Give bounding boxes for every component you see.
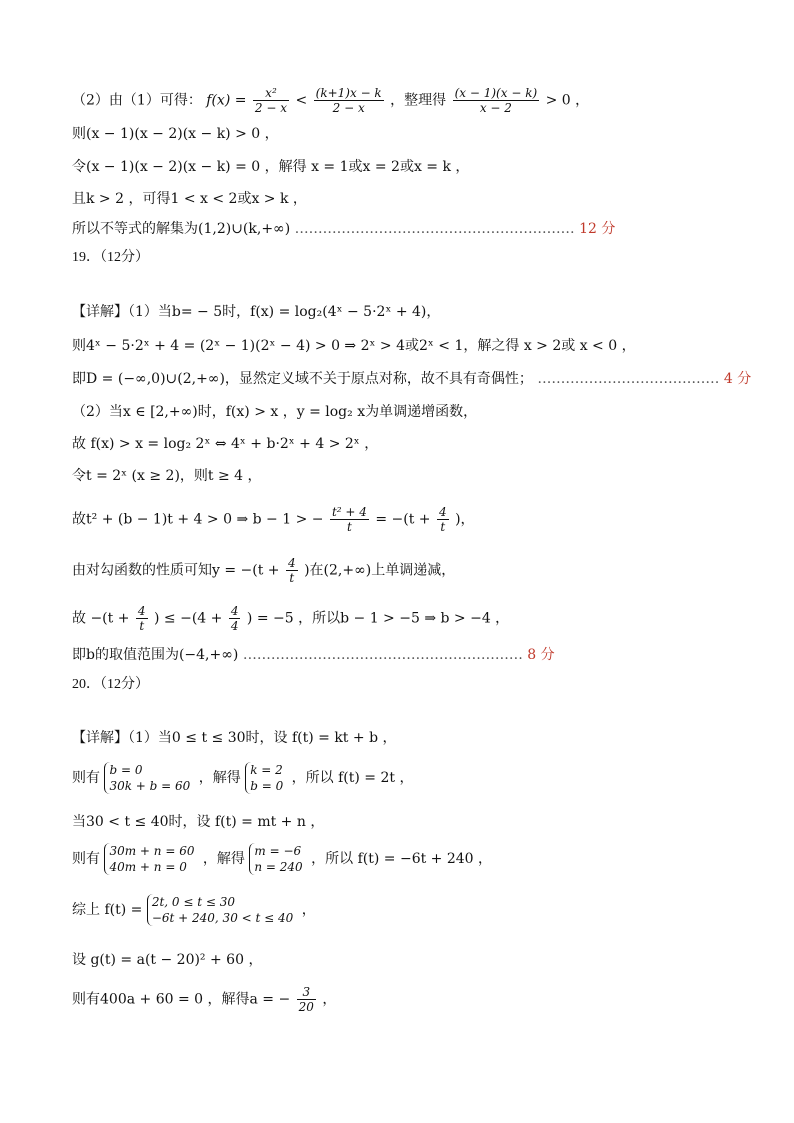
solution-1-eq-1: k = 2 (250, 763, 283, 777)
leader-dots: …………………………………………………… (294, 221, 575, 237)
fraction-1-denominator: 2 − x (254, 101, 288, 115)
q19-line-3 (72, 369, 751, 389)
line-e2-b: ，解得 (198, 770, 241, 786)
q19-line-6: 令t = 2ˣ (x ≥ 2)，则t ≥ 4 ， (72, 468, 262, 484)
line-e7-b: ， (322, 991, 337, 1008)
solution-1-eq-2: b = 0 (250, 779, 284, 793)
line7-part-c: )， (455, 511, 475, 528)
solution-line-1 (72, 86, 589, 115)
line1-end: > 0 ， (545, 92, 590, 109)
fraction-3-denominator: x − 2 (479, 101, 512, 115)
fraction-d7 (330, 505, 369, 534)
q19-line-1: 【详解】（1）当b= − 5时，f(x) = log₂(4ˣ − 5·2ˣ + 4)， (72, 304, 441, 320)
fraction-d7b-numerator: 4 (439, 505, 447, 519)
line9-part-a: 故 −(t + (72, 610, 130, 627)
fraction-d7b (437, 505, 449, 534)
line1-mid: ，整理得 (390, 92, 447, 109)
fraction-3-numerator: (x − 1)(x − k) (454, 86, 538, 100)
leader-dots: ………………………………… (537, 371, 720, 387)
system-2-eq-2: 40m + n = 0 (109, 860, 187, 874)
fraction-1-numerator: x² (253, 86, 289, 101)
question-19-heading: 19．（12分） (72, 250, 149, 265)
q20-line-4 (72, 843, 492, 875)
fraction-d7-numerator: t² + 4 (331, 505, 367, 519)
q19-line-9 (72, 604, 509, 633)
piecewise-case-2: −6t + 240, 30 < t ≤ 40 (151, 911, 294, 925)
solution-line-5 (72, 219, 615, 239)
equation-system-2 (104, 843, 194, 875)
system-1-eq-1: b = 0 (109, 763, 143, 777)
line7-part-a: 故t² + (b − 1)t + 4 > 0 ⇒ b − 1 > − (72, 511, 324, 528)
solution-system-2 (249, 843, 302, 875)
score-12: 12 分 (579, 221, 616, 237)
line1-lt: < (295, 92, 308, 109)
line1-fx: f(x) = (206, 92, 247, 109)
piecewise-function (147, 894, 293, 926)
system-1-eq-2: 30k + b = 60 (109, 779, 191, 793)
solution-set-text: 所以不等式的解集为(1,2)∪(k,+∞) (72, 221, 291, 237)
line-e4-a: 则有 (72, 851, 100, 867)
q19-line-5: 故 f(x) > x = log₂ 2ˣ ⇔ 4ˣ + b·2ˣ + 4 > 2ˣ ， (72, 436, 379, 452)
line8-part-a: 由对勾函数的性质可知y = −(t + (72, 562, 280, 579)
q20-line-7 (72, 985, 336, 1014)
line-e2-c: ，所以 f(t) = 2t ， (291, 770, 414, 786)
line9-part-b: ) ≤ −(4 + (154, 610, 223, 627)
fraction-e7-denominator: 20 (298, 1000, 314, 1014)
solution-line-3: 令(x − 1)(x − 2)(x − k) = 0 ，解得 x = 1或x = 2或x = k ， (72, 159, 470, 175)
fraction-d8-numerator: 4 (288, 556, 296, 570)
line-e5-a: 综上 f(t) = (72, 902, 143, 918)
fraction-d7b-denominator: t (440, 520, 446, 534)
line7-part-b: = −(t + (375, 511, 431, 528)
fraction-2-denominator: 2 − x (332, 101, 365, 115)
fraction-2 (314, 86, 384, 115)
range-text: 即b的取值范围为(−4,+∞) (72, 647, 239, 663)
fraction-e7-numerator: 3 (297, 985, 316, 1000)
q20-line-3: 当30 < t ≤ 40时，设 f(t) = mt + n ， (72, 814, 325, 830)
line8-part-b: )在(2,+∞)上单调递减， (304, 562, 456, 579)
fraction-2-numerator: (k+1)x − k (315, 86, 382, 100)
fraction-d8-denominator: t (289, 571, 295, 585)
solution-line-2: 则(x − 1)(x − 2)(x − k) > 0 ， (72, 126, 279, 142)
q20-line-1: 【详解】（1）当0 ≤ t ≤ 30时，设 f(t) = kt + b ， (72, 730, 397, 746)
solution-2-eq-2: n = 240 (254, 860, 303, 874)
fraction-d9b-denominator: 4 (230, 619, 239, 633)
line1-prefix: （2）由（1）可得： (72, 92, 202, 109)
line-e5-b: ， (301, 902, 316, 918)
line9-part-c: ) = −5 ，所以b − 1 > −5 ⇒ b > −4 ， (246, 610, 510, 627)
line-e7-a: 则有400a + 60 = 0 ，解得a = − (72, 991, 291, 1008)
q20-line-6: 设 g(t) = a(t − 20)² + 60 ， (72, 952, 263, 968)
q19-line-2: 则4ˣ − 5·2ˣ + 4 = (2ˣ − 1)(2ˣ − 4) > 0 ⇒ 2ˣ > 4或2ˣ < 1，解之得 x > 2或 x < 0 ， (72, 338, 636, 354)
equation-system-1 (104, 762, 190, 794)
fraction-e7 (297, 985, 316, 1014)
solution-line-4: 且k > 2 ，可得1 < x < 2或x > k ， (72, 191, 307, 207)
q20-line-2 (72, 762, 413, 794)
fraction-d9-denominator: t (139, 619, 145, 633)
fraction-d9b (229, 604, 241, 633)
q19-line-4: （2）当x ∈ [2,+∞)时，f(x) > x ，y = log₂ x为单调递增函数， (72, 404, 478, 420)
question-20-heading: 20．（12分） (72, 677, 149, 692)
q19-line-8 (72, 556, 455, 585)
q19-line-7 (72, 505, 475, 534)
domain-text: 即D = (−∞,0)∪(2,+∞)，显然定义域不关于原点对称，故不具有奇偶性； (72, 371, 533, 387)
solution-system-1 (245, 762, 283, 794)
fraction-d9b-numerator: 4 (230, 604, 239, 618)
q20-line-5 (72, 894, 316, 926)
fraction-d8 (286, 556, 298, 585)
piecewise-case-1: 2t, 0 ≤ t ≤ 30 (151, 895, 236, 909)
fraction-3 (453, 86, 540, 115)
q19-line-10 (72, 645, 555, 665)
line-e4-b: ，解得 (202, 851, 245, 867)
fraction-d7-denominator: t (347, 520, 352, 534)
score-8: 8 分 (527, 647, 555, 663)
fraction-d9 (136, 604, 148, 633)
line-e2-a: 则有 (72, 770, 100, 786)
fraction-d9-numerator: 4 (137, 604, 146, 618)
system-2-eq-1: 30m + n = 60 (109, 844, 195, 858)
score-4: 4 分 (723, 371, 752, 387)
leader-dots: …………………………………………………… (242, 647, 523, 663)
solution-2-eq-1: m = −6 (254, 844, 302, 858)
line-e4-c: ，所以 f(t) = −6t + 240 ， (311, 851, 493, 867)
fraction-1 (253, 86, 289, 115)
